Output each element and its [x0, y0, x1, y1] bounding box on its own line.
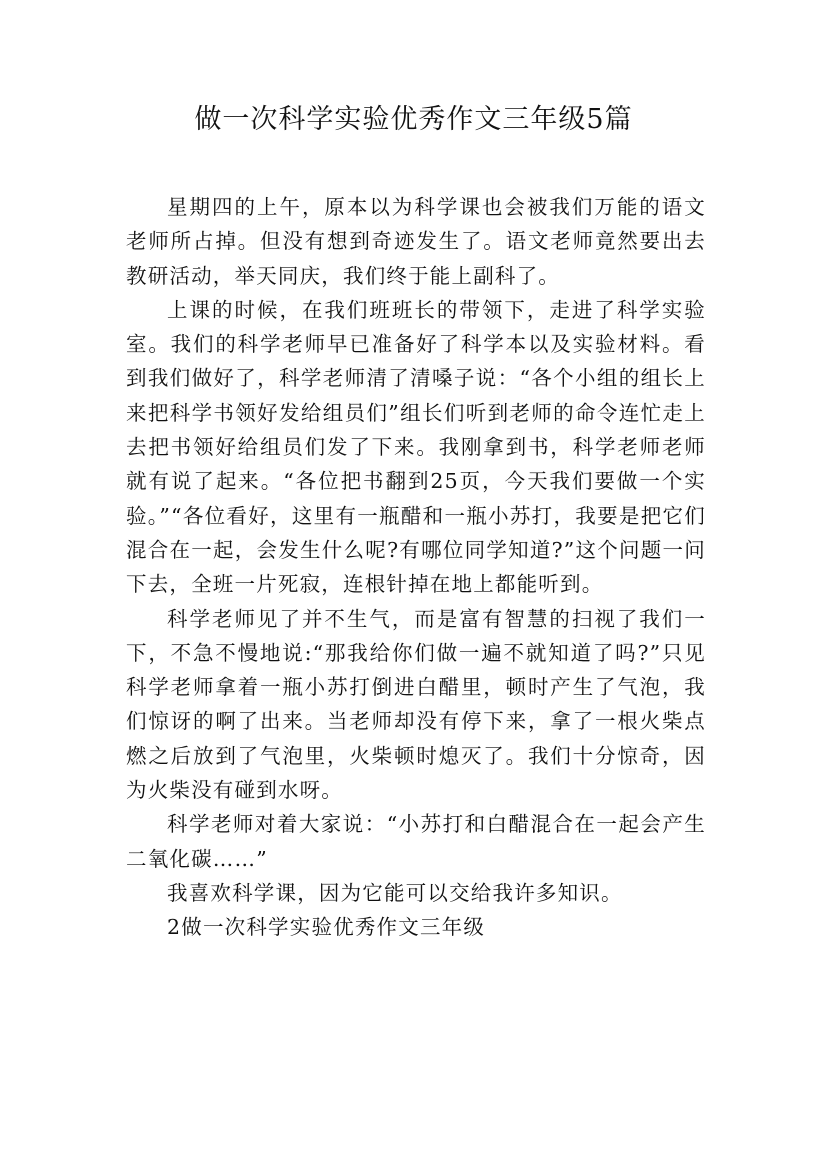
paragraph-3: 科学老师见了并不生气，而是富有智慧的扫视了我们一下，不急不慢地说:“那我给你们做一遍不就知道了吗?”只见科学老师拿着一瓶小苏打倒进白醋里，顿时产生了气泡，我们惊讶的啊了出来。当老师却没有停下来，拿了一根火柴点燃之后放到了气泡里，火柴顿时熄灭了。我们十分惊奇，因为火柴没有碰到水呀。	[126, 606, 706, 803]
paragraph-5: 我喜欢科学课，因为它能可以交给我许多知识。	[167, 880, 623, 905]
document-title: 做一次科学实验优秀作文三年级5篇	[194, 104, 633, 135]
paragraph-2: 上课的时候，在我们班班长的带领下，走进了科学实验室。我们的科学老师早已准备好了科学本以及实验材料。看到我们做好了，科学老师清了清嗓子说：“各个小组的组长上来把科学书领好发给组员们”组长们听到老师的命令连忙走上去把书领好给组员们发了下来。我刚拿到书，科学老师老师就有说了起来。“各位把书翻到25页，今天我们要做一个实验。”“各位看好，这里有一瓶醋和一瓶小苏打，我要是把它们混合在一起，会发生什么呢?有哪位同学知道?”这个问题一问下去，全班一片死寂，连根针掉在地上都能听到。	[126, 297, 706, 597]
section-heading-2: 2做一次科学实验优秀作文三年级	[167, 915, 486, 940]
document-body	[126, 190, 706, 945]
paragraph-4: 科学老师对着大家说：“小苏打和白醋混合在一起会产生二氧化碳……”	[126, 812, 706, 871]
paragraph-1: 星期四的上午，原本以为科学课也会被我们万能的语文老师所占掉。但没有想到奇迹发生了。语文老师竟然要出去教研活动，举天同庆，我们终于能上副科了。	[126, 195, 706, 288]
